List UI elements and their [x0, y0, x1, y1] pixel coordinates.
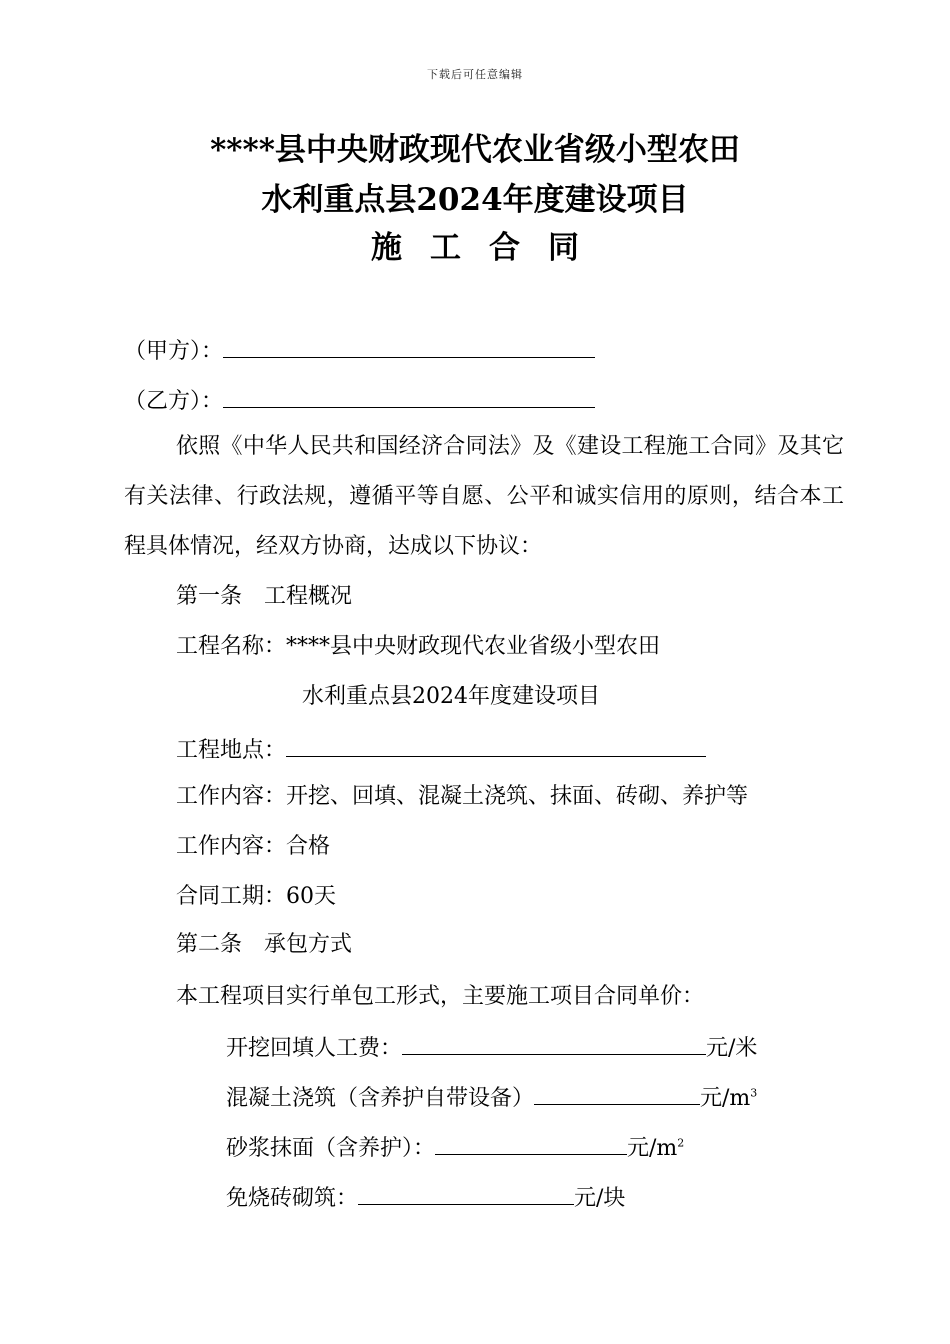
article-2-intro: 本工程项目实行单包工形式，主要施工项目合同单价：: [176, 984, 705, 1009]
price-item-concrete: [226, 1080, 757, 1114]
unit-superscript: 3: [750, 1086, 758, 1100]
price-blank: [358, 1180, 574, 1205]
price-item-excavation: [226, 1030, 757, 1064]
price-item-unit: 元/m: [700, 1086, 751, 1111]
price-item-unit: 元/块: [574, 1186, 626, 1211]
price-item-unit: 元/米: [706, 1036, 758, 1061]
project-name-value-2: 水利重点县2024年度建设项目: [302, 684, 600, 709]
period-row: [176, 882, 336, 912]
work-content-label: 工作内容：: [176, 784, 287, 809]
project-name-label: 工程名称：: [176, 634, 287, 659]
price-item-plastering: [226, 1130, 684, 1164]
work-content-row: [176, 782, 748, 812]
project-location-row: [176, 732, 706, 766]
unit-superscript: 2: [677, 1136, 685, 1150]
price-item-label: 免烧砖砌筑：: [226, 1186, 359, 1211]
quality-row: [176, 832, 330, 862]
party-b-row: [124, 383, 595, 417]
period-value: 60天: [286, 884, 337, 909]
intro-paragraph: 依照《中华人民共和国经济合同法》及《建设工程施工合同》及其它有关法律、行政法规，遵循平等自愿、公平和诚实信用的原则，结合本工程具体情况，经双方协商，达成以下协议：: [124, 434, 844, 559]
price-item-label: 砂浆抹面（含养护）：: [226, 1136, 436, 1161]
price-blank: [402, 1030, 706, 1055]
project-location-label: 工程地点：: [176, 738, 287, 763]
party-a-row: [124, 333, 595, 367]
party-b-blank: [223, 383, 595, 408]
party-b-label: （乙方）：: [124, 389, 224, 414]
party-a-blank: [223, 333, 595, 358]
party-a-label: （甲方）：: [124, 339, 224, 364]
document-title-line-2: 水利重点县2024年度建设项目: [261, 182, 689, 218]
project-name-row: [176, 632, 660, 662]
quality-value: 合格: [286, 834, 331, 859]
header-note: 下载后可任意编辑: [427, 68, 523, 81]
period-label: 合同工期：: [176, 884, 287, 909]
price-blank: [435, 1130, 627, 1155]
price-item-unit: 元/m: [627, 1136, 678, 1161]
work-content-value: 开挖、回填、混凝土浇筑、抹面、砖砌、养护等: [286, 784, 749, 809]
price-blank: [534, 1080, 700, 1105]
document-title-line-1: ****县中央财政现代农业省级小型农田: [210, 132, 740, 168]
document-title-line-3: 施工合同: [371, 230, 607, 266]
price-item-bricklaying: [226, 1180, 625, 1214]
article-1-heading: 第一条 工程概况: [176, 584, 353, 609]
price-item-label: 混凝土浇筑（含养护自带设备）: [226, 1086, 535, 1111]
project-name-value-1: ****县中央财政现代农业省级小型农田: [286, 634, 661, 659]
quality-label: 工作内容：: [176, 834, 287, 859]
project-location-blank: [286, 732, 706, 757]
article-2-heading: 第二条 承包方式: [176, 932, 353, 957]
price-item-label: 开挖回填人工费：: [226, 1036, 403, 1061]
